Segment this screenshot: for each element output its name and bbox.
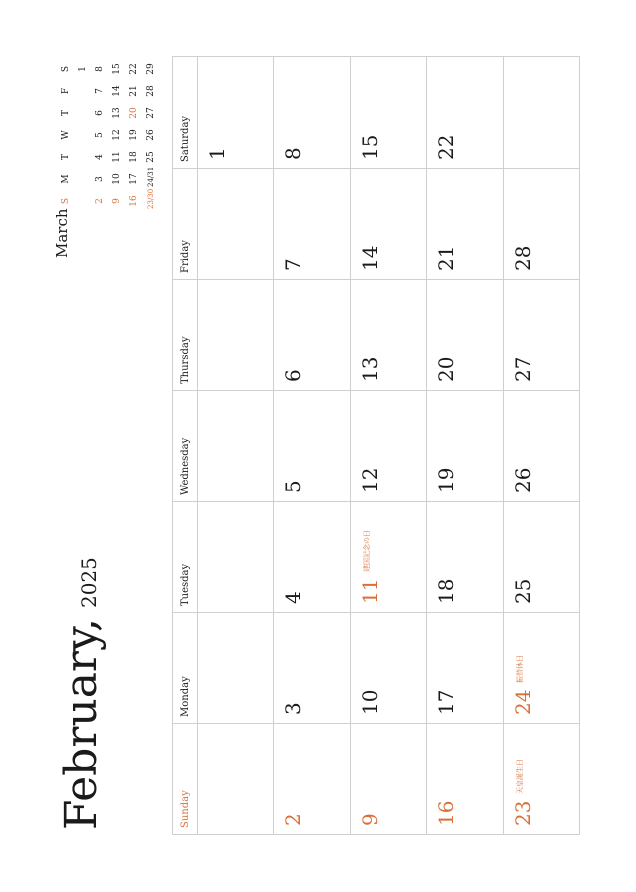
date-cell-number[interactable]: 11	[357, 578, 382, 604]
mini-date: 13	[112, 107, 122, 119]
mini-date: 24/31	[147, 166, 155, 187]
date-cell-number[interactable]: 2	[281, 813, 306, 826]
mini-calendar-month: March	[53, 208, 71, 258]
mini-date: 19	[129, 129, 139, 141]
date-cell-number[interactable]: 17	[434, 689, 459, 715]
mini-weekday-header: S	[61, 197, 71, 205]
holiday-label: 振替休日	[515, 655, 524, 683]
date-cell-number[interactable]: 27	[510, 356, 535, 382]
mini-weekday-header: M	[61, 174, 71, 184]
mini-date: 28	[146, 85, 156, 97]
date-cell-number[interactable]: 10	[357, 689, 382, 715]
date-cell-number[interactable]: 24	[510, 689, 535, 715]
grid-line	[173, 390, 579, 391]
mini-weekday-header: W	[61, 130, 71, 140]
mini-date: 6	[95, 110, 105, 116]
date-cell-number[interactable]: 5	[281, 480, 306, 493]
mini-date: 15	[112, 63, 122, 75]
mini-date: 12	[112, 129, 122, 141]
mini-date: 27	[146, 107, 156, 119]
mini-date: 8	[95, 66, 105, 72]
date-cell-number[interactable]: 21	[434, 245, 459, 271]
date-cell-number[interactable]: 15	[357, 134, 382, 160]
date-cell-number[interactable]: 26	[510, 467, 535, 493]
mini-weekday-header: T	[61, 154, 71, 161]
grid-line	[173, 612, 579, 613]
date-cell-number[interactable]: 6	[281, 369, 306, 382]
weekday-header: Sunday	[180, 790, 191, 828]
grid-line	[173, 723, 579, 724]
mini-date: 4	[95, 154, 105, 160]
mini-date: 7	[95, 88, 105, 94]
grid-line	[350, 57, 351, 834]
grid-line	[503, 57, 504, 834]
mini-date: 11	[112, 151, 122, 163]
mini-date: 1	[78, 66, 88, 72]
date-cell-number[interactable]: 16	[434, 800, 459, 826]
weekday-header: Tuesday	[180, 563, 191, 606]
mini-weekday-header: T	[61, 110, 71, 117]
mini-date: 26	[146, 129, 156, 141]
mini-date: 20	[129, 107, 139, 119]
title-year: 2025	[77, 557, 101, 609]
mini-date: 21	[129, 85, 139, 97]
grid-line	[173, 501, 579, 502]
date-cell-number[interactable]: 28	[510, 245, 535, 271]
date-cell-number[interactable]: 4	[281, 591, 306, 604]
date-cell-number[interactable]: 18	[434, 578, 459, 604]
date-cell-number[interactable]: 8	[281, 147, 306, 160]
date-cell-number[interactable]: 3	[281, 702, 306, 715]
mini-date: 16	[129, 195, 139, 207]
weekday-header: Wednesday	[180, 437, 191, 495]
weekday-header: Saturday	[180, 115, 191, 162]
date-cell-number[interactable]: 12	[357, 467, 382, 493]
date-cell-number[interactable]: 25	[510, 578, 535, 604]
date-cell-number[interactable]: 19	[434, 467, 459, 493]
date-cell-number[interactable]: 9	[357, 813, 382, 826]
weekday-header: Thursday	[180, 336, 191, 384]
mini-date: 9	[112, 198, 122, 204]
mini-date: 25	[146, 151, 156, 163]
grid-line	[173, 168, 579, 169]
date-cell-number[interactable]: 23	[510, 800, 535, 826]
date-cell-number[interactable]: 22	[434, 134, 459, 160]
mini-date: 3	[95, 176, 105, 182]
date-cell-number[interactable]: 20	[434, 356, 459, 382]
title-month: February,	[56, 618, 107, 830]
holiday-label: 建国記念の日	[362, 530, 371, 572]
date-cell-number[interactable]: 7	[281, 258, 306, 271]
grid-line	[273, 57, 274, 834]
mini-date: 14	[112, 85, 122, 97]
mini-date: 18	[129, 151, 139, 163]
grid-line	[426, 57, 427, 834]
mini-date: 17	[129, 173, 139, 185]
mini-date: 23/30	[147, 188, 155, 209]
mini-date: 2	[95, 198, 105, 204]
weekday-header: Friday	[180, 240, 191, 273]
page-title	[52, 557, 118, 830]
holiday-label: 天皇誕生日	[515, 759, 524, 794]
mini-date: 5	[95, 132, 105, 138]
date-cell-number[interactable]: 14	[357, 245, 382, 271]
mini-calendar-title	[50, 208, 78, 258]
mini-weekday-header: S	[61, 65, 71, 73]
date-cell-number[interactable]: 13	[357, 356, 382, 382]
calendar-grid	[172, 56, 580, 835]
date-cell-number[interactable]: 1	[205, 147, 229, 160]
mini-date: 10	[112, 173, 122, 185]
mini-date: 29	[146, 63, 156, 75]
mini-weekday-header: F	[61, 87, 71, 95]
grid-line	[173, 279, 579, 280]
weekday-header: Monday	[180, 676, 191, 717]
mini-date: 22	[129, 63, 139, 75]
